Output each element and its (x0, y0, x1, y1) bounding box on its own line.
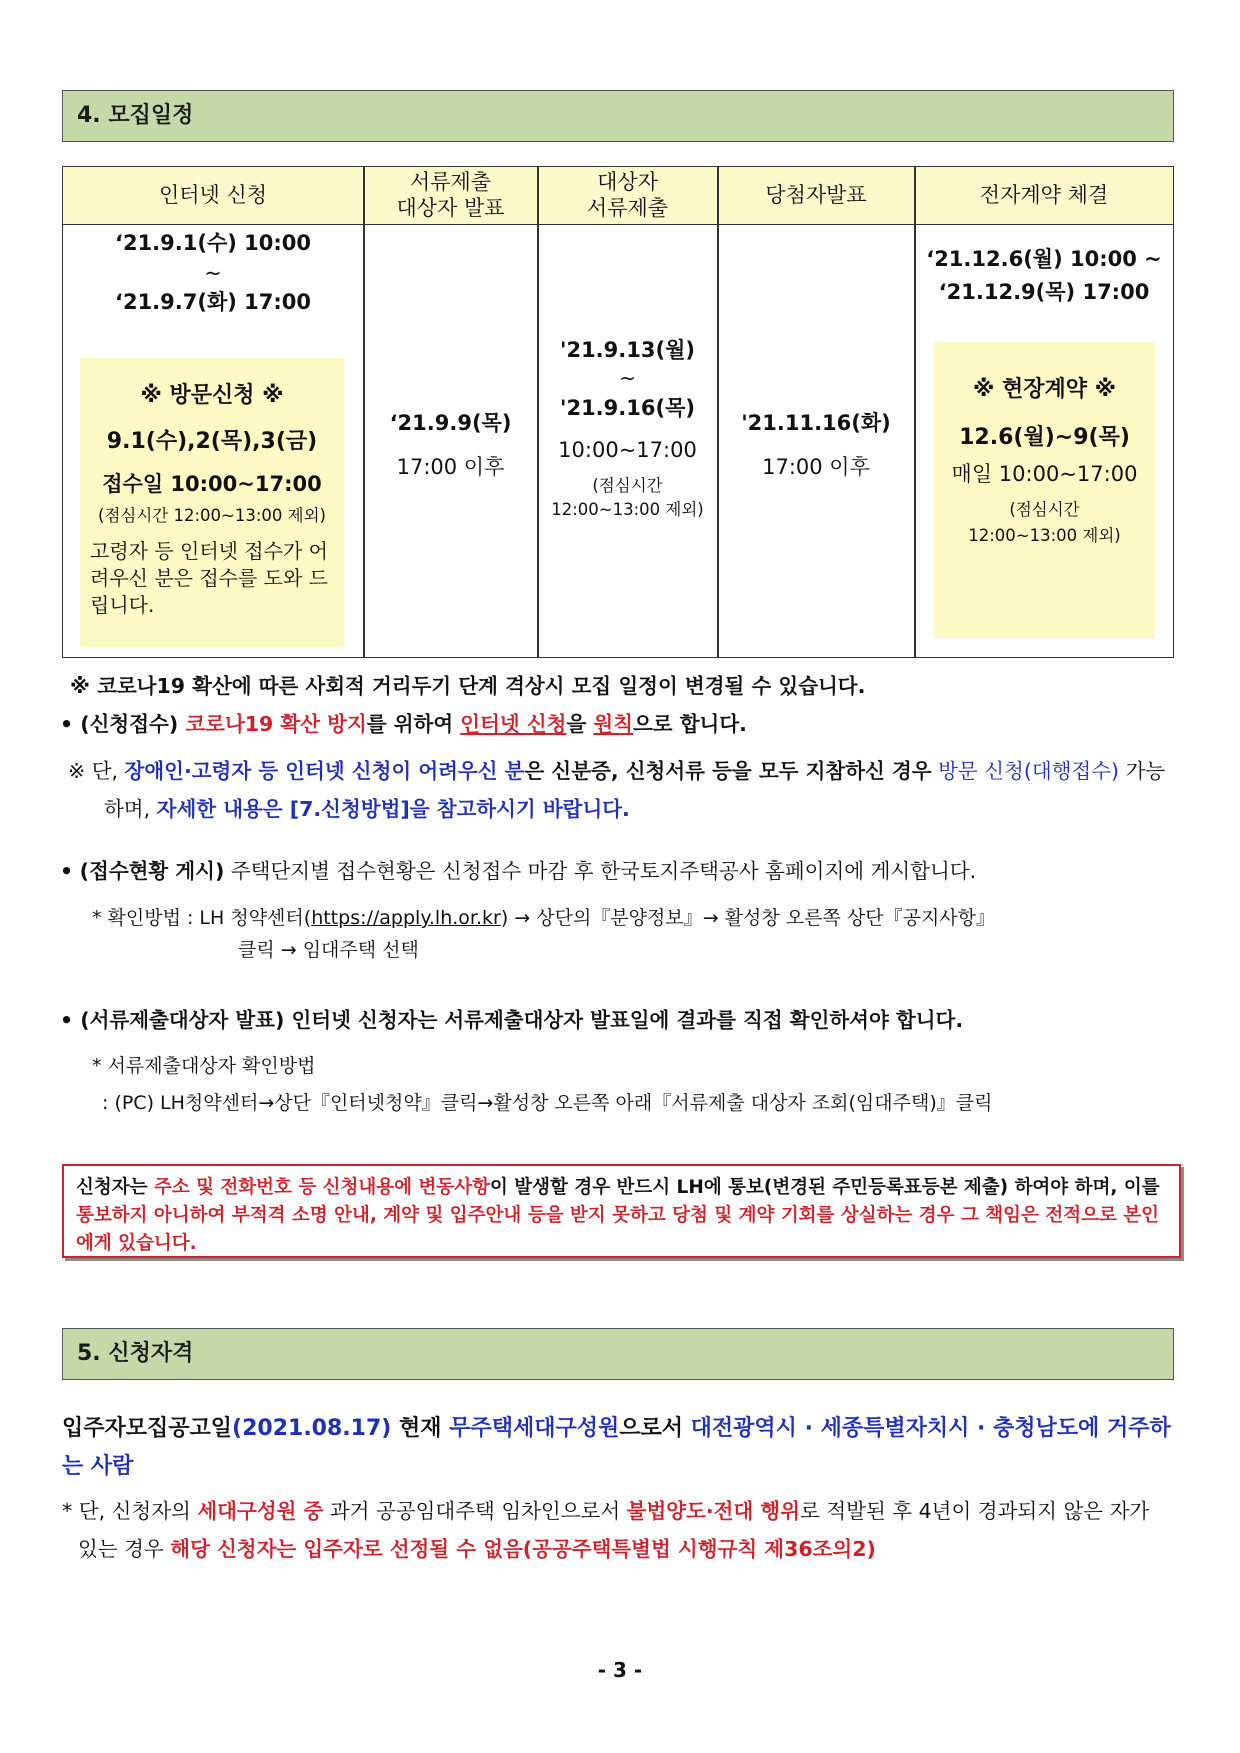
apply-principle: 원칙 (593, 712, 633, 736)
doc-submit-lunch-1: (점심시간 (592, 476, 663, 495)
winner-time: 17:00 이후 (762, 455, 870, 479)
status-check-line2: 클릭 → 임대주택 선택 (238, 939, 419, 961)
internet-tilde: ~ (204, 261, 222, 285)
status-check (92, 902, 1174, 934)
doc-submit-time: 10:00~17:00 (558, 438, 697, 462)
qualify-household: 무주택세대구성원 (449, 1416, 620, 1441)
doc-target-sub-2: : (PC) LH청약센터→상단『인터넷청약』클릭→활성창 오른쪽 아래『서류제출 대상자 조회(임대주택)』클릭 (102, 1092, 993, 1114)
internet-end: ‘21.9.7(화) 17:00 (114, 290, 312, 314)
apply-internet: 인터넷 신청 (460, 712, 567, 736)
doc-submit-start: '21.9.13(월) (560, 338, 695, 362)
visit-title: ※ 방문신청 ※ (140, 383, 284, 408)
status-check-label: * 확인방법 : LH 청약센터( (92, 907, 312, 929)
visit-lunch: (점심시간 12:00~13:00 제외) (98, 506, 326, 525)
bullet: • (60, 859, 74, 883)
qualify-paragraph (62, 1410, 1174, 1486)
apply-text-6: 으로 합니다. (633, 712, 747, 736)
notice-text-3: 이 발생할 경우 반드시 LH에 통보(변경된 주민등록표등본 제출) 하여야 하며, 이를 (489, 1177, 1160, 1198)
qualify-note (62, 1492, 1174, 1568)
doc-submit-end: '21.9.16(목) (560, 396, 695, 420)
qualify-text-5: 으로서 (619, 1416, 683, 1441)
contract-start: ‘21.12.6(월) 10:00 ~ (926, 247, 1162, 271)
exception-mark: ※ 단, (68, 759, 119, 783)
notice-change: 주소 및 전화번호 등 신청내용에 변동사항 (153, 1177, 490, 1198)
header-internet: 인터넷 신청 (158, 183, 268, 207)
internet-period (63, 227, 363, 319)
section-4-title: 4. 모집일정 (77, 103, 194, 128)
header-doc-submit: 대상자 서류제출 (586, 170, 669, 220)
page-number: - 3 - (597, 1658, 643, 1682)
bullet: • (60, 1008, 74, 1032)
internet-start: ‘21.9.1(수) 10:00 (114, 231, 312, 255)
qualify-text-7: 에 거주하는 사람 (62, 1416, 1171, 1479)
schedule-table (62, 166, 1174, 658)
doc-submit-cell (538, 334, 717, 520)
doc-announce-cell (364, 407, 537, 481)
status-paragraph (60, 855, 1172, 887)
section-5-header (62, 1328, 1174, 1380)
qualify-date: (2021.08.17) (232, 1416, 392, 1441)
status-check-rest: ) → 상단의『분양정보』→ 활성창 오른쪽 상단『공지사항』 (500, 907, 996, 929)
exception-text-2: 은 신분증, 신청서류 등을 모두 지참하신 경우 (524, 759, 932, 783)
status-text: 주택단지별 접수현황은 신청접수 마감 후 한국토지주택공사 홈페이지에 게시합니다. (230, 859, 977, 883)
exception-paragraph (68, 752, 1174, 828)
onsite-lunch-2: 12:00~13:00 제외) (968, 526, 1121, 545)
section-4-header (62, 90, 1174, 142)
visit-note: 고령자 등 인터넷 접수가 어려우신 분은 접수를 도와 드립니다. (90, 539, 328, 617)
notice-box (62, 1164, 1181, 1258)
doc-announce-time: 17:00 이후 (396, 455, 505, 479)
qualify-region: 대전광역시 · 세종특별자치시 · 충청남도 (690, 1416, 1079, 1441)
qualify-note-result: 해당 신청자는 입주자로 선정될 수 없음(공공주택특별법 시행규칙 제36조의2) (170, 1537, 876, 1561)
qualify-text-1: 입주자모집공고일 (62, 1416, 233, 1441)
onsite-title: ※ 현장계약 ※ (972, 377, 1117, 402)
visit-apply-box (80, 358, 344, 647)
qualify-note-text-3: 과거 공공임대주택 임차인으로서 (329, 1499, 621, 1523)
status-label: (접수현황 게시) (79, 859, 225, 883)
onsite-lunch-1: (점심시간 (1009, 500, 1080, 519)
doc-submit-tilde: ~ (619, 366, 636, 390)
doc-target-paragraph (60, 1004, 1172, 1036)
qualify-note-member: 세대구성원 중 (197, 1499, 324, 1523)
exception-disabled: 장애인·고령자 등 인터넷 신청이 어려우신 분 (124, 759, 525, 783)
header-winner: 당첨자발표 (765, 183, 867, 207)
apply-covid: 코로나19 확산 방지 (185, 712, 367, 736)
notice-text-1: 신청자는 (76, 1177, 148, 1198)
qualify-note-illegal: 불법양도·전대 행위 (626, 1499, 801, 1523)
exception-visit: 방문 (938, 759, 978, 783)
visit-time: 접수일 10:00~17:00 (102, 472, 322, 496)
winner-cell (718, 407, 914, 481)
contract-end: ‘21.12.9(목) 17:00 (938, 280, 1150, 304)
exception-text-5: 가능하며, (104, 759, 1166, 821)
qualify-note-text-1: * 단, 신청자의 (62, 1499, 191, 1523)
covid-note: ※ 코로나19 확산에 따른 사회적 거리두기 단계 격상시 모집 일정이 변경될 수 있습니다. (70, 674, 866, 698)
section-5-title: 5. 신청자격 (77, 1341, 194, 1366)
doc-target-sub-1: * 서류제출대상자 확인방법 (92, 1055, 316, 1077)
onsite-time: 매일 10:00~17:00 (951, 462, 1138, 486)
exception-refer: 자세한 내용은 [7.신청방법]을 참고하시기 바랍니다. (156, 797, 630, 821)
doc-target-text: (서류제출대상자 발표) 인터넷 신청자는 서류제출대상자 발표일에 결과를 직접 확인하셔야 합니다. (80, 1008, 964, 1032)
header-doc-announce: 서류제출 대상자 발표 (396, 170, 505, 220)
apply-label: (신청접수) (80, 712, 179, 736)
winner-date: '21.11.16(화) (741, 411, 891, 435)
onsite-contract-box (934, 342, 1155, 638)
qualify-text-3: 현재 (399, 1416, 442, 1441)
bullet: • (60, 712, 74, 736)
contract-period (915, 243, 1173, 309)
apply-paragraph (60, 708, 1172, 740)
lh-url-link[interactable]: https://apply.lh.or.kr (311, 907, 501, 929)
doc-submit-lunch-2: 12:00~13:00 제외) (551, 500, 704, 519)
exception-proxy: 신청(대행접수) (984, 759, 1120, 783)
qualify-note-text-5: 로 적발된 후 4년이 경과되지 않은 자가 있는 경우 (78, 1499, 1150, 1561)
notice-liability: 통보하지 아니하여 부적격 소명 안내, 계약 및 입주안내 등을 받지 못하고 당첨 및 계약 기회를 상실하는 경우 그 책임은 전적으로 본인에게 있습니다. (76, 1205, 1160, 1254)
doc-announce-date: ‘21.9.9(목) (389, 411, 512, 435)
onsite-dates: 12.6(월)~9(목) (959, 425, 1130, 450)
visit-dates: 9.1(수),2(목),3(금) (106, 429, 318, 454)
apply-text-2: 를 위하여 (366, 712, 454, 736)
header-contract: 전자계약 체결 (979, 183, 1109, 207)
apply-text-4: 을 (566, 712, 587, 736)
